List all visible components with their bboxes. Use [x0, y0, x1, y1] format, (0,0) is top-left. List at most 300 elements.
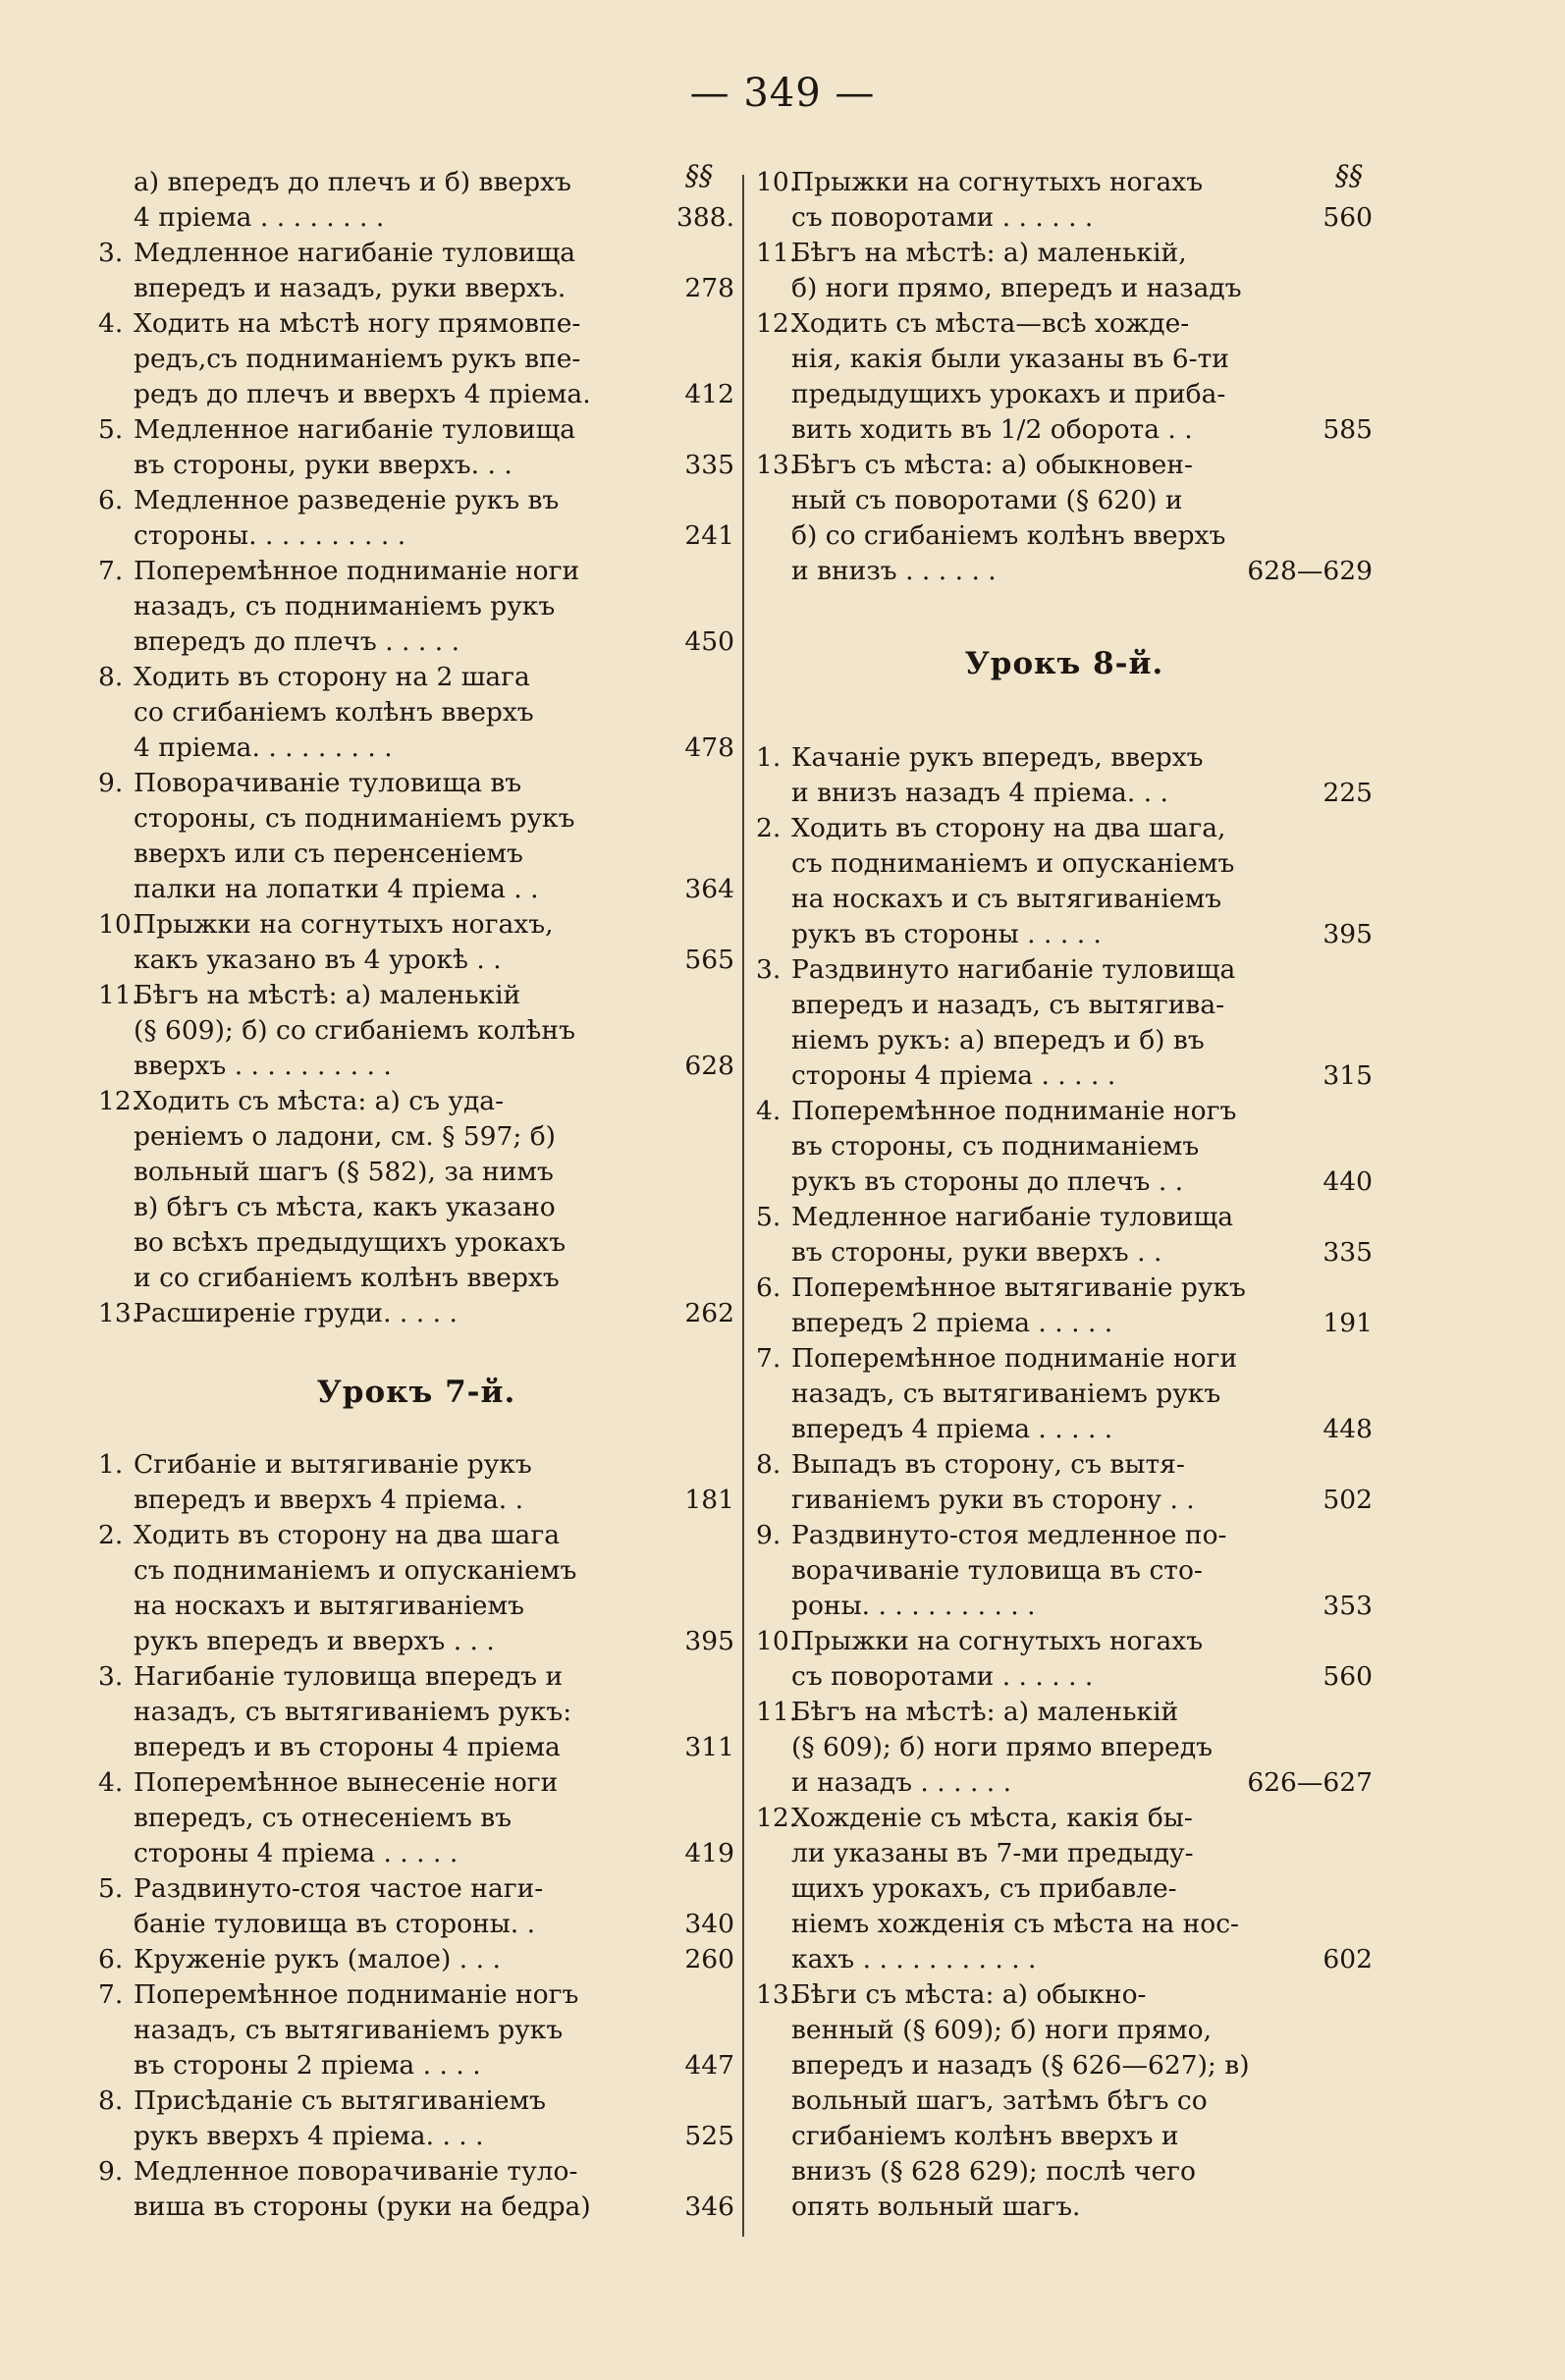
entry-text: впередъ до плечъ . . . . .: [134, 626, 460, 657]
section-reference: 353: [1322, 1591, 1373, 1621]
exercise-entry: [98, 1296, 734, 1331]
entry-line: [134, 660, 734, 695]
exercise-entry: [756, 1801, 1373, 1977]
entry-line: [134, 837, 734, 872]
entry-line: [134, 448, 734, 483]
entry-line: [134, 1659, 734, 1695]
exercise-number: 11.: [756, 1697, 798, 1727]
entry-text: Раздвинуто-стоя частое наги-: [134, 1873, 544, 1904]
entry-line: [791, 1447, 1373, 1483]
entry-text: Поперемѣнное вынесеніе ноги: [134, 1767, 559, 1798]
entry-line: [134, 1225, 734, 1261]
exercise-number: 8.: [98, 2085, 124, 2116]
exercise-entry: [756, 236, 1373, 306]
exercise-number: 13.: [98, 1298, 140, 1328]
entry-text: редъ до плечъ и вверхъ 4 пріема.: [134, 379, 591, 409]
exercise-entry: [98, 1084, 734, 1296]
entry-line: [791, 1306, 1373, 1341]
entry-text: Медленное нагибаніе туловища: [134, 414, 576, 445]
exercise-number: 7.: [756, 1343, 782, 1374]
entry-text: Медленное разведеніе рукъ въ: [134, 485, 560, 515]
entry-line: [791, 2154, 1373, 2190]
entry-text: б) со сгибаніемъ колѣнъ вверхъ: [791, 520, 1226, 551]
exercise-entry: [756, 1094, 1373, 1200]
entry-line: [134, 907, 734, 943]
entry-text: Ходить съ мѣста: а) съ уда-: [134, 1086, 505, 1116]
exercise-entry: [98, 2083, 734, 2154]
entry-text: вольный шагъ (§ 582), за нимъ: [134, 1157, 554, 1187]
entry-line: [134, 554, 734, 589]
entry-line: [134, 1119, 734, 1155]
exercise-number: 13.: [756, 450, 798, 480]
entry-line: [134, 1447, 734, 1483]
exercise-entry: [756, 1200, 1373, 1271]
section-reference: 440: [1322, 1166, 1373, 1197]
entry-text: Медленное поворачиваніе туло-: [134, 2156, 578, 2187]
entry-text: ворачиваніе туловища въ сто-: [791, 1555, 1203, 1586]
entry-line: [791, 917, 1373, 952]
exercise-number: 8.: [98, 662, 124, 692]
section-reference: 395: [684, 1626, 734, 1656]
entry-text: вить ходить въ 1/2 оборота . .: [791, 414, 1193, 445]
exercise-number: 12.: [756, 1803, 798, 1833]
section-reference: 191: [1322, 1308, 1373, 1338]
entry-text: назадъ, съ вытягиваніемъ рукъ: [791, 1379, 1221, 1409]
exercise-number: 5.: [98, 414, 124, 445]
entry-text: Раздвинуто нагибаніе туловища: [791, 954, 1236, 985]
exercise-number: 5.: [98, 1873, 124, 1904]
entry-text: Присѣданіе съ вытягиваніемъ: [134, 2085, 546, 2116]
entry-line: [134, 1553, 734, 1589]
entry-line: [134, 1624, 734, 1659]
exercise-entry: [756, 306, 1373, 448]
entry-line: [791, 342, 1373, 377]
entry-text: Прыжки на согнутыхъ ногахъ,: [134, 909, 554, 940]
entry-text: Ходить въ сторону на 2 шага: [134, 662, 530, 692]
entry-line: [791, 1129, 1373, 1164]
entry-line: [134, 2154, 734, 2190]
entry-text: б) ноги прямо, впередъ и назадъ: [791, 273, 1242, 303]
entry-text: а) впередъ до плечъ и б) вверхъ: [134, 167, 571, 197]
entry-line: [134, 2083, 734, 2119]
entry-line: [791, 1058, 1373, 1094]
entry-text: нія, какія были указаны въ 6-ти: [791, 344, 1229, 374]
entry-line: [134, 1907, 734, 1942]
entry-text: Раздвинуто-стоя медленное по-: [791, 1520, 1227, 1550]
exercise-number: 5.: [756, 1202, 782, 1232]
entry-text: на носкахъ и вытягиваніемъ: [134, 1591, 524, 1621]
entry-text: назадъ, съ вытягиваніемъ рукъ: [134, 2015, 564, 2045]
entry-line: [134, 1836, 734, 1871]
entry-text: (§ 609); б) ноги прямо впередъ: [791, 1732, 1214, 1762]
exercise-entry: [756, 1977, 1373, 2225]
exercise-number: 6.: [98, 485, 124, 515]
entry-text: Бѣгъ на мѣстѣ: а) маленькій: [791, 1697, 1179, 1727]
entry-text: 4 пріема . . . . . . . .: [134, 202, 385, 233]
lesson-7-list: [98, 1447, 734, 2225]
exercise-number: 7.: [98, 556, 124, 586]
entry-text: стороны. . . . . . . . . .: [134, 520, 406, 551]
exercise-number: 11.: [98, 980, 140, 1010]
section-reference: 628—629: [1247, 556, 1373, 586]
entry-line: [791, 1801, 1373, 1836]
entry-text: гиваніемъ руки въ сторону . .: [791, 1485, 1195, 1515]
entry-line: [134, 412, 734, 448]
entry-line: [791, 448, 1373, 483]
exercise-entry: [98, 766, 734, 907]
exercise-entry: [98, 306, 734, 412]
exercise-entry: [756, 1341, 1373, 1447]
exercise-entry: [756, 1271, 1373, 1341]
entry-line: [791, 518, 1373, 554]
entry-text: какъ указано въ 4 урокѣ . .: [134, 945, 502, 975]
exercise-number: 2.: [756, 813, 782, 843]
entry-text: Поперемѣнное подниманіе ногъ: [134, 1979, 579, 2010]
lesson-8-list: [756, 740, 1373, 2225]
exercise-entry: [98, 660, 734, 766]
entry-line: [134, 165, 734, 200]
exercise-number: 3.: [98, 238, 124, 268]
section-reference: 585: [1322, 414, 1373, 445]
section-reference: 241: [684, 520, 734, 551]
entry-line: [134, 236, 734, 271]
entry-line: [134, 518, 734, 554]
exercise-number: 1.: [98, 1449, 124, 1480]
entry-text: Поперемѣнное подниманіе ноги: [134, 556, 580, 586]
entry-text: ніемъ хожденія съ мѣста на нос-: [791, 1909, 1240, 1939]
exercise-entry: [98, 554, 734, 660]
exercise-number: 9.: [98, 768, 124, 798]
entry-text: рукъ въ стороны до плечъ . .: [791, 1166, 1184, 1197]
exercise-number: 11.: [756, 238, 798, 268]
exercise-entry: [756, 1624, 1373, 1695]
entry-text: и назадъ . . . . . .: [791, 1767, 1012, 1798]
section-reference: 525: [684, 2121, 734, 2151]
section-reference: 388.: [675, 202, 734, 233]
entry-text: рукъ впередъ и вверхъ . . .: [134, 1626, 495, 1656]
entry-line: [791, 412, 1373, 448]
exercise-number: 3.: [756, 954, 782, 985]
section-reference: 315: [1322, 1060, 1373, 1091]
entry-text: редъ,съ подниманіемъ рукъ впе-: [134, 344, 581, 374]
entry-line: [134, 872, 734, 907]
entry-line: [791, 306, 1373, 342]
entry-line: [134, 1942, 734, 1977]
entry-text: Прыжки на согнутыхъ ногахъ: [791, 1626, 1204, 1656]
entry-text: Круженіе рукъ (малое) . . .: [134, 1944, 501, 1974]
entry-line: [134, 1695, 734, 1730]
entry-line: [134, 2190, 734, 2225]
entry-line: [134, 1765, 734, 1801]
entry-line: [791, 1836, 1373, 1871]
entry-text: впередъ, съ отнесеніемъ въ: [134, 1803, 513, 1833]
exercise-entry: [98, 978, 734, 1084]
entry-text: Ходить въ сторону на два шага,: [791, 813, 1226, 843]
entry-line: [134, 342, 734, 377]
exercise-number: 3.: [98, 1661, 124, 1692]
entry-text: и внизъ назадъ 4 пріема. . .: [791, 778, 1168, 808]
lesson-7-heading: Урокъ 7-й.: [316, 1375, 516, 1410]
entry-line: [791, 1765, 1373, 1801]
section-reference: 260: [684, 1944, 734, 1974]
section-reference: 448: [1322, 1414, 1373, 1444]
entry-text: Бѣгъ съ мѣста: а) обыкновен-: [791, 450, 1193, 480]
section-reference: 340: [684, 1909, 734, 1939]
section-reference: 560: [1322, 202, 1373, 233]
entry-text: вверхъ . . . . . . . . . .: [134, 1051, 392, 1081]
entry-line: [791, 1235, 1373, 1271]
entry-line: [791, 2083, 1373, 2119]
exercise-number: 4.: [756, 1096, 782, 1126]
exercise-entry: [98, 2154, 734, 2225]
right-column: [756, 165, 1373, 2225]
entry-line: [791, 952, 1373, 988]
entry-text: въ стороны 2 пріема . . . .: [134, 2050, 481, 2081]
entry-line: [791, 776, 1373, 811]
entry-text: Прыжки на согнутыхъ ногахъ: [791, 167, 1204, 197]
entry-line: [134, 1871, 734, 1907]
exercise-number: 12.: [756, 308, 798, 339]
entry-line: [791, 2048, 1373, 2083]
entry-text: впередъ 4 пріема . . . . .: [791, 1414, 1113, 1444]
entry-line: [134, 483, 734, 518]
section-reference: 602: [1322, 1944, 1373, 1974]
entry-line: [791, 1412, 1373, 1447]
entry-text: 4 пріема. . . . . . . . .: [134, 732, 393, 763]
section-reference: 565: [684, 945, 734, 975]
section-reference: 447: [684, 2050, 734, 2081]
exercise-entry: [98, 1942, 734, 1977]
exercise-entry: [98, 483, 734, 554]
entry-line: [134, 271, 734, 306]
entry-line: [791, 554, 1373, 589]
entry-line: [791, 2190, 1373, 2225]
entry-text: впередъ и вверхъ 4 пріема. .: [134, 1485, 524, 1515]
entry-text: назадъ, съ подниманіемъ рукъ: [134, 591, 556, 622]
entry-text: Поперемѣнное вытягиваніе рукъ: [791, 1272, 1246, 1303]
exercise-number: 10.: [98, 909, 140, 940]
entry-line: [791, 1942, 1373, 1977]
column-divider: [742, 175, 744, 2237]
entry-text: виша въ стороны (руки на бедра): [134, 2191, 591, 2222]
entry-line: [134, 200, 734, 236]
section-reference: 560: [1322, 1661, 1373, 1692]
exercise-entry: [756, 740, 1373, 811]
entry-line: [791, 1977, 1373, 2013]
entry-text: (§ 609); б) со сгибаніемъ колѣнъ: [134, 1015, 575, 1046]
entry-text: Выпадъ въ сторону, съ вытя-: [791, 1449, 1185, 1480]
lesson-6-tail-list: [98, 236, 734, 1331]
entry-text: впередъ 2 пріема . . . . .: [791, 1308, 1113, 1338]
entry-line: [791, 1695, 1373, 1730]
entry-line: [134, 1013, 734, 1049]
entry-text: Ходить на мѣстѣ ногу прямовпе-: [134, 308, 581, 339]
entry-line: [134, 1730, 734, 1765]
entry-line: [134, 978, 734, 1013]
entry-line: [134, 1977, 734, 2013]
exercise-entry: [756, 811, 1373, 952]
exercise-number: 13.: [756, 1979, 798, 2010]
section-reference: 262: [684, 1298, 734, 1328]
entry-line: [134, 2119, 734, 2154]
left-column: [98, 165, 734, 2225]
entry-line: [134, 306, 734, 342]
entry-text: и внизъ . . . . . .: [791, 556, 997, 586]
entry-text: палки на лопатки 4 пріема . .: [134, 874, 539, 904]
entry-line: [791, 1871, 1373, 1907]
exercise-number: 2.: [98, 1520, 124, 1550]
exercise-number: 10.: [756, 167, 798, 197]
entry-text: предыдущихъ урокахъ и приба-: [791, 379, 1226, 409]
entry-line: [134, 2013, 734, 2048]
entry-text: ніемъ рукъ: а) впередъ и б) въ: [791, 1025, 1205, 1055]
section-reference: 419: [684, 1838, 734, 1868]
section-reference: 335: [1322, 1237, 1373, 1268]
section-mark-left: §§: [685, 159, 713, 191]
entry-line: [134, 1261, 734, 1296]
entry-text: съ подниманіемъ и опусканіемъ: [791, 848, 1235, 879]
entry-line: [791, 1341, 1373, 1377]
entry-text: рукъ въ стороны . . . . .: [791, 919, 1102, 949]
entry-text: во всѣхъ предыдущихъ урокахъ: [134, 1227, 567, 1258]
entry-text: Хожденіе съ мѣста, какія бы-: [791, 1803, 1193, 1833]
entry-line: [791, 846, 1373, 882]
entry-line: [134, 1483, 734, 1518]
entry-text: и со сгибаніемъ колѣнъ вверхъ: [134, 1263, 560, 1293]
exercise-entry: [98, 1447, 734, 1518]
entry-text: Сгибаніе и вытягиваніе рукъ: [134, 1449, 532, 1480]
entry-text: въ стороны, руки вверхъ. . .: [134, 450, 513, 480]
entry-text: Бѣгъ на мѣстѣ: а) маленькій,: [791, 238, 1187, 268]
entry-line: [791, 740, 1373, 776]
entry-line: [791, 988, 1373, 1023]
entry-line: [791, 1730, 1373, 1765]
section-reference: 311: [684, 1732, 734, 1762]
entry-line: [791, 1094, 1373, 1129]
lesson-8-heading: Урокъ 8-й.: [964, 646, 1164, 681]
entry-text: со сгибаніемъ колѣнъ вверхъ: [134, 697, 534, 728]
entry-text: Медленное нагибаніе туловища: [791, 1202, 1234, 1232]
entry-line: [134, 1190, 734, 1225]
lesson-7-tail-list: [756, 165, 1373, 589]
exercise-entry: [98, 907, 734, 978]
entry-text: сгибаніемъ колѣнъ вверхъ и: [791, 2121, 1179, 2151]
entry-line: [134, 730, 734, 766]
entry-line: [791, 882, 1373, 917]
exercise-entry: [98, 1659, 734, 1765]
entry-line: [791, 1553, 1373, 1589]
section-reference: 412: [684, 379, 734, 409]
entry-text: Качаніе рукъ впередъ, вверхъ: [791, 742, 1204, 773]
entry-line: [791, 483, 1373, 518]
entry-line: [134, 1155, 734, 1190]
exercise-entry: [756, 448, 1373, 589]
entry-text: Поперемѣнное подниманіе ноги: [791, 1343, 1238, 1374]
entry-line: [791, 2119, 1373, 2154]
exercise-number: 12.: [98, 1086, 140, 1116]
entry-line: [791, 1518, 1373, 1553]
entry-text: реніемъ о ладони, см. § 597; б): [134, 1121, 557, 1152]
entry-line: [134, 695, 734, 730]
entry-text: Ходить съ мѣста—всѣ хожде-: [791, 308, 1190, 339]
section-reference: 364: [684, 874, 734, 904]
entry-text: вверхъ или съ перенсеніемъ: [134, 838, 523, 869]
entry-line: [791, 271, 1373, 306]
exercise-number: 8.: [756, 1449, 782, 1480]
section-reference: 450: [684, 626, 734, 657]
entry-line: [134, 1801, 734, 1836]
entry-line: [134, 766, 734, 801]
entry-line: [791, 811, 1373, 846]
entry-line: [134, 801, 734, 837]
exercise-number: 4.: [98, 308, 124, 339]
entry-text: стороны 4 пріема . . . . .: [791, 1060, 1116, 1091]
entry-text: впередъ и назадъ, руки вверхъ.: [134, 273, 567, 303]
entry-text: Бѣгъ на мѣстѣ: а) маленькій: [134, 980, 521, 1010]
entry-line: [791, 1907, 1373, 1942]
section-reference: 502: [1322, 1485, 1373, 1515]
page-number: — 349 —: [689, 71, 876, 116]
entry-text: венный (§ 609); б) ноги прямо,: [791, 2015, 1213, 2045]
entry-line: [791, 1659, 1373, 1695]
exercise-entry: [98, 1871, 734, 1942]
entry-text: Поворачиваніе туловища въ: [134, 768, 522, 798]
entry-text: впередъ и назадъ (§ 626—627); в): [791, 2050, 1250, 2081]
exercise-entry: [98, 1765, 734, 1871]
entry-text: съ поворотами . . . . . .: [791, 202, 1094, 233]
entry-line: [134, 1049, 734, 1084]
section-reference: 395: [1322, 919, 1373, 949]
entry-line: [791, 165, 1373, 200]
entry-line: [791, 1023, 1373, 1058]
entry-text: Ходить въ сторону на два шага: [134, 1520, 561, 1550]
entry-line: [791, 1624, 1373, 1659]
entry-line: [134, 943, 734, 978]
entry-text: въ стороны, съ подниманіемъ: [791, 1131, 1200, 1162]
entry-text: назадъ, съ вытягиваніемъ рукъ:: [134, 1697, 572, 1727]
entry-text: Нагибаніе туловища впередъ и: [134, 1661, 564, 1692]
exercise-entry: [98, 236, 734, 306]
entry-line: [791, 1200, 1373, 1235]
entry-text: впередъ и назадъ, съ вытягива-: [791, 990, 1225, 1020]
section-reference: 478: [684, 732, 734, 763]
exercise-entry: [98, 165, 734, 236]
entry-text: в) бѣгъ съ мѣста, какъ указано: [134, 1192, 556, 1222]
entry-text: Бѣги съ мѣста: а) обыкно-: [791, 1979, 1147, 2010]
entry-text: Медленное нагибаніе туловища: [134, 238, 576, 268]
exercise-entry: [756, 165, 1373, 236]
entry-text: впередъ и въ стороны 4 пріема: [134, 1732, 561, 1762]
continued-entry: [98, 165, 734, 236]
section-reference: 335: [684, 450, 734, 480]
entry-text: ный съ поворотами (§ 620) и: [791, 485, 1183, 515]
exercise-number: 6.: [98, 1944, 124, 1974]
exercise-entry: [756, 952, 1373, 1094]
entry-text: кахъ . . . . . . . . . . .: [791, 1944, 1037, 1974]
entry-text: стороны, съ подниманіемъ рукъ: [134, 803, 575, 834]
entry-line: [791, 200, 1373, 236]
exercise-entry: [98, 1518, 734, 1659]
exercise-entry: [756, 1695, 1373, 1801]
exercise-number: 7.: [98, 1979, 124, 2010]
entry-text: ли указаны въ 7-ми предыду-: [791, 1838, 1194, 1868]
entry-text: вольный шагъ, затѣмъ бѣгъ со: [791, 2085, 1208, 2116]
entry-text: роны. . . . . . . . . . .: [791, 1591, 1036, 1621]
exercise-entry: [756, 1447, 1373, 1518]
entry-text: рукъ вверхъ 4 пріема. . . .: [134, 2121, 484, 2151]
entry-line: [791, 1377, 1373, 1412]
exercise-number: 9.: [98, 2156, 124, 2187]
